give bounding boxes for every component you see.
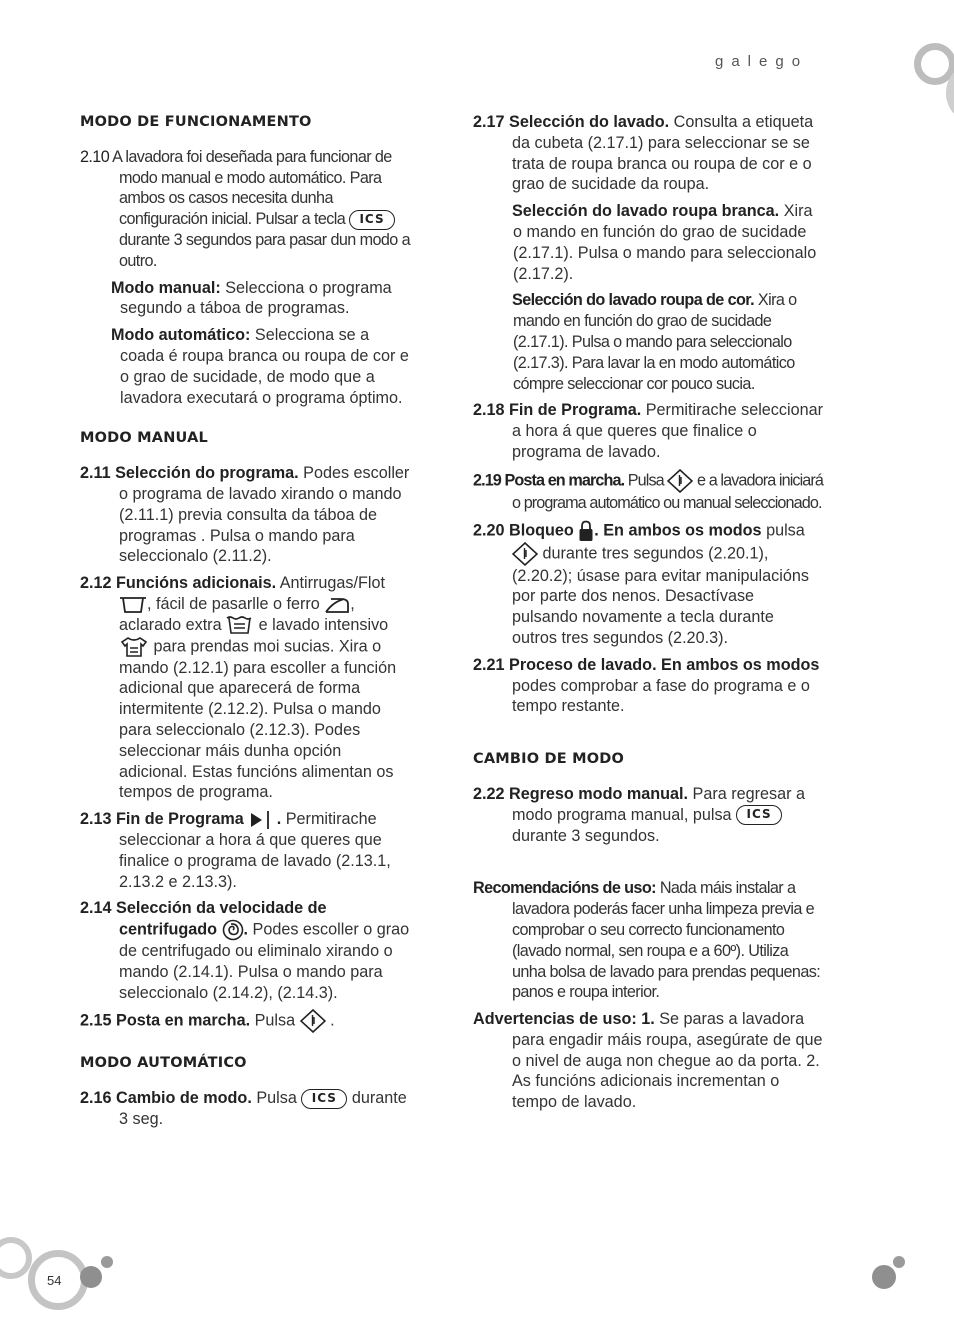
extra-rinse-icon <box>226 615 254 635</box>
left-column <box>80 112 410 1136</box>
ics-icon: ICS <box>301 1089 347 1109</box>
decor-circle-bottom-left-a <box>0 1237 32 1279</box>
page-number: 54 <box>47 1273 62 1288</box>
modo-manual: Modo manual: Selecciona o programa segundo a táboa de programas. <box>111 278 392 318</box>
item-2-14: 2.14 Selección da velocidade de centrifugado . Podes escoller o grao de centrifugado ou eliminalo xirando o mando (2.14.1). Pulsa o mando para seleccionalo (2.14.2), (2.14.3). <box>80 899 410 1002</box>
start-pause-diamond-icon <box>300 1009 326 1033</box>
item-2-11: 2.11 Selección do programa. Podes escoller o programa de lavado xirando o mando (2.11.1) previa consulta da táboa de programas . Pulsa o mando para seleccionalo (2.11.2). <box>80 464 410 566</box>
recomendacions-de-uso: Recomendacións de uso: Nada máis instalar a lavadora poderás facer unha limpeza previa e comprobar o seu correcto funcionamento (lavado normal, sen roupa e a 60º). Utiliza unha bolsa de lavado para prendas pequenas: panos e roupa interior. <box>473 879 821 1002</box>
heading-modo-automatico: MODO AUTOMÁTICO <box>80 1055 247 1072</box>
item-2-21: 2.21 Proceso de lavado. En ambos os modos podes comprobar a fase do programa e o tempo restante. <box>473 655 820 716</box>
modo-automatico: Modo automático: Selecciona se a coada é roupa branca ou roupa de cor e o grao de sucidade, de modo que a lavadora executará o programa óptimo. <box>111 326 409 407</box>
iron-icon <box>324 596 350 614</box>
item-2-17: 2.17 Selección do lavado. Consulta a etiqueta da cubeta (2.17.1) para seleccionar se se trata de roupa branca ou roupa de cor e o grao de sucidade da roupa. <box>473 113 814 194</box>
lavado-roupa-branca: Selección do lavado roupa branca. Xira o mando en función do grao de sucidade (2.17.1). Pulsa o mando para seleccionalo (2.17.2). <box>512 202 817 283</box>
ics-icon: ICS <box>736 805 782 825</box>
item-2-10: 2.10 A lavadora foi deseñada para funcionar de modo manual e modo automático. Para ambos os casos necesita dunha configuración inicial. Pulsar a tecla ICS durante 3 segundos para pasar dun modo a outro. <box>80 147 410 270</box>
decor-dot-bottom-left-small <box>101 1256 113 1268</box>
ics-icon: ICS <box>349 210 395 230</box>
item-2-15: 2.15 Posta en marcha. Pulsa . <box>80 1009 410 1033</box>
heading-modo-funcionamento: MODO DE FUNCIONAMENTO <box>80 114 312 130</box>
item-2-12: 2.12 Funcións adicionais. Antirrugas/Flot , fácil de pasarlle o ferro , aclarado extra e lavado intensivo para prendas moi sucias. Xira o mando (2.12.1) para escoller a función adicional que aparecerá de forma intermitente (2.12.2). Pulsa o mando para seleccionalo (2.12.3). Podes seleccionar máis dunha opción adicional. Estas funcións alimentan os tempos de programa. <box>80 574 397 802</box>
heading-cambio-de-modo: CAMBIO DE MODO <box>473 751 625 768</box>
play-end-icon <box>248 810 272 830</box>
lavado-roupa-cor: Selección do lavado roupa de cor. Xira o mando en función do grao de sucidade (2.17.1). Pulsa o mando para seleccionalo (2.17.3). Para lavar la en modo automático cómpre seleccionar cor pouco sucia. <box>512 291 797 393</box>
decor-circle-top-right <box>914 43 954 85</box>
item-2-19: 2.19 Posta en marcha. Pulsa e a lavadora iniciará o programa automático ou manual seleccionado. <box>473 469 823 514</box>
padlock-icon <box>578 520 594 542</box>
item-2-18: 2.18 Fin de Programa. Permitirache seleccionar a hora á que queres que finalice o programa de lavado. <box>473 401 823 461</box>
intensive-wash-icon <box>119 636 149 658</box>
start-pause-diamond-icon <box>667 469 693 493</box>
decor-dot-bottom-left <box>80 1266 102 1288</box>
start-pause-diamond-icon <box>512 542 538 566</box>
right-column <box>473 112 823 1119</box>
item-2-22: 2.22 Regreso modo manual. Para regresar a modo programa manual, pulsa ICS durante 3 segundos. <box>473 784 805 845</box>
decor-dot-bottom-right-small <box>893 1256 905 1268</box>
item-2-16: 2.16 Cambio de modo. Pulsa ICS durante 3 seg. <box>80 1089 407 1129</box>
tub-icon <box>119 596 147 614</box>
heading-modo-manual: MODO MANUAL <box>80 430 208 447</box>
item-2-20: 2.20 Bloqueo . En ambos os modos pulsa durante tres segundos (2.20.1), (2.20.2); úsase para evitar manipulacións por parte dos nenos. Desactívase pulsando novamente a tecla durante outros tres segundos (2.20.3). <box>473 520 809 647</box>
spin-spiral-icon <box>222 919 244 941</box>
language-label: galego <box>715 53 809 70</box>
advertencias-de-uso: Advertencias de uso: 1. Se paras a lavadora para engadir máis roupa, asegúrate de que o nivel de auga non chegue ao da porta. 2. As funcións adicionais incrementan o tempo de lavado. <box>473 1010 823 1112</box>
item-2-13: 2.13 Fin de Programa . Permitirache seleccionar a hora á que queres que finalice o programa de lavado (2.13.1, 2.13.2 e 2.13.3). <box>80 810 391 891</box>
decor-dot-bottom-right <box>872 1265 896 1289</box>
